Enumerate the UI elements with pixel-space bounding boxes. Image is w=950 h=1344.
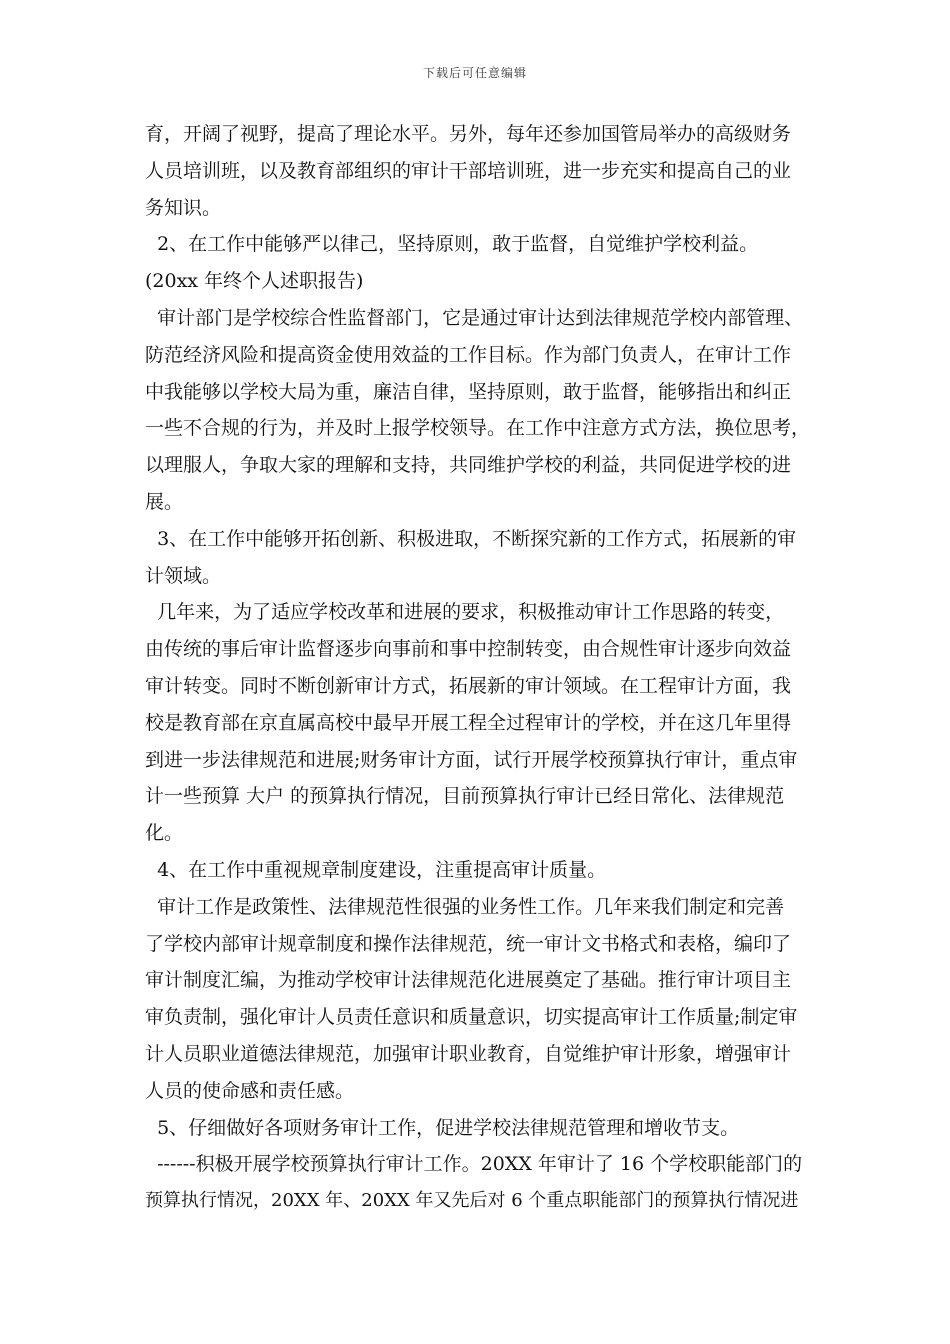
text-line: 以理服人，争取大家的理解和支持，共同维护学校的利益，共同促进学校的进: [145, 454, 792, 477]
text-line: 由传统的事后审计监督逐步向事前和事中控制转变，由合规性审计逐步向效益: [145, 638, 792, 661]
text-line: (20xx 年终个人述职报告): [145, 270, 364, 293]
text-line: ------积极开展学校预算执行审计工作。20XX 年审计了 16 个学校职能部门的: [145, 1153, 803, 1176]
text-line: 审计工作是政策性、法律规范性很强的业务性工作。几年来我们制定和完善: [145, 895, 785, 918]
text-line: 了学校内部审计规章制度和操作法律规范，统一审计文书格式和表格，编印了: [145, 932, 792, 955]
text-line: 计领域。: [145, 564, 222, 587]
text-line: 计人员职业道德法律规范，加强审计职业教育，自觉维护审计形象，增强审计: [145, 1042, 792, 1065]
text-line: 务知识。: [145, 196, 222, 219]
text-line: 几年来，为了适应学校改革和进展的要求，积极推动审计工作思路的转变，: [145, 601, 785, 624]
text-line: 中我能够以学校大局为重，廉洁自律，坚持原则，敢于监督，能够指出和纠正: [145, 380, 792, 403]
text-line: 审负责制，强化审计人员责任意识和质量意识，切实提高审计工作质量;制定审: [145, 1006, 798, 1029]
text-line: 预算执行情况，20XX 年、20XX 年又先后对 6 个重点职能部门的预算执行情况进: [145, 1190, 799, 1212]
page-header: 下载后可任意编辑: [422, 66, 527, 80]
document-body: [145, 116, 813, 1220]
text-line: 展。: [145, 490, 184, 513]
text-line: 审计转变。同时不断创新审计方式，拓展新的审计领域。在工程审计方面，我: [145, 674, 792, 697]
text-line: 审计制度汇编，为推动学校审计法律规范化进展奠定了基础。推行审计项目主: [145, 969, 792, 992]
text-line: 2、在工作中能够严以律己，坚持原则，敢于监督，自觉维护学校利益。: [145, 233, 759, 256]
text-line: 一些不合规的行为，并及时上报学校领导。在工作中注意方式方法，换位思考，: [145, 417, 811, 440]
text-line: 人员的使命感和责任感。: [145, 1079, 355, 1102]
text-line: 校是教育部在京直属高校中最早开展工程全过程审计的学校，并在这几年里得: [145, 711, 792, 734]
text-line: 防范经济风险和提高资金使用效益的工作目标。作为部门负责人，在审计工作: [145, 343, 792, 366]
text-line: 化。: [145, 822, 184, 845]
text-line: 育，开阔了视野，提高了理论水平。另外，每年还参加国管局举办的高级财务: [145, 123, 792, 145]
text-line: 计一些预算 大户 的预算执行情况，目前预算执行审计已经日常化、法律规范: [145, 785, 785, 808]
text-line: 4、在工作中重视规章制度建设，注重提高审计质量。: [145, 858, 607, 881]
text-line: 3、在工作中能够开拓创新、积极进取，不断探究新的工作方式，拓展新的审: [145, 527, 797, 550]
text-line: 人员培训班，以及教育部组织的审计干部培训班，进一步充实和提高自己的业: [145, 159, 792, 182]
text-line: 审计部门是学校综合性监督部门，它是通过审计达到法律规范学校内部管理、: [145, 306, 804, 329]
text-line: 5、仔细做好各项财务审计工作，促进学校法律规范管理和增收节支。: [145, 1116, 740, 1139]
text-line: 到进一步法律规范和进展;财务审计方面，试行开展学校预算执行审计，重点审: [145, 748, 798, 771]
